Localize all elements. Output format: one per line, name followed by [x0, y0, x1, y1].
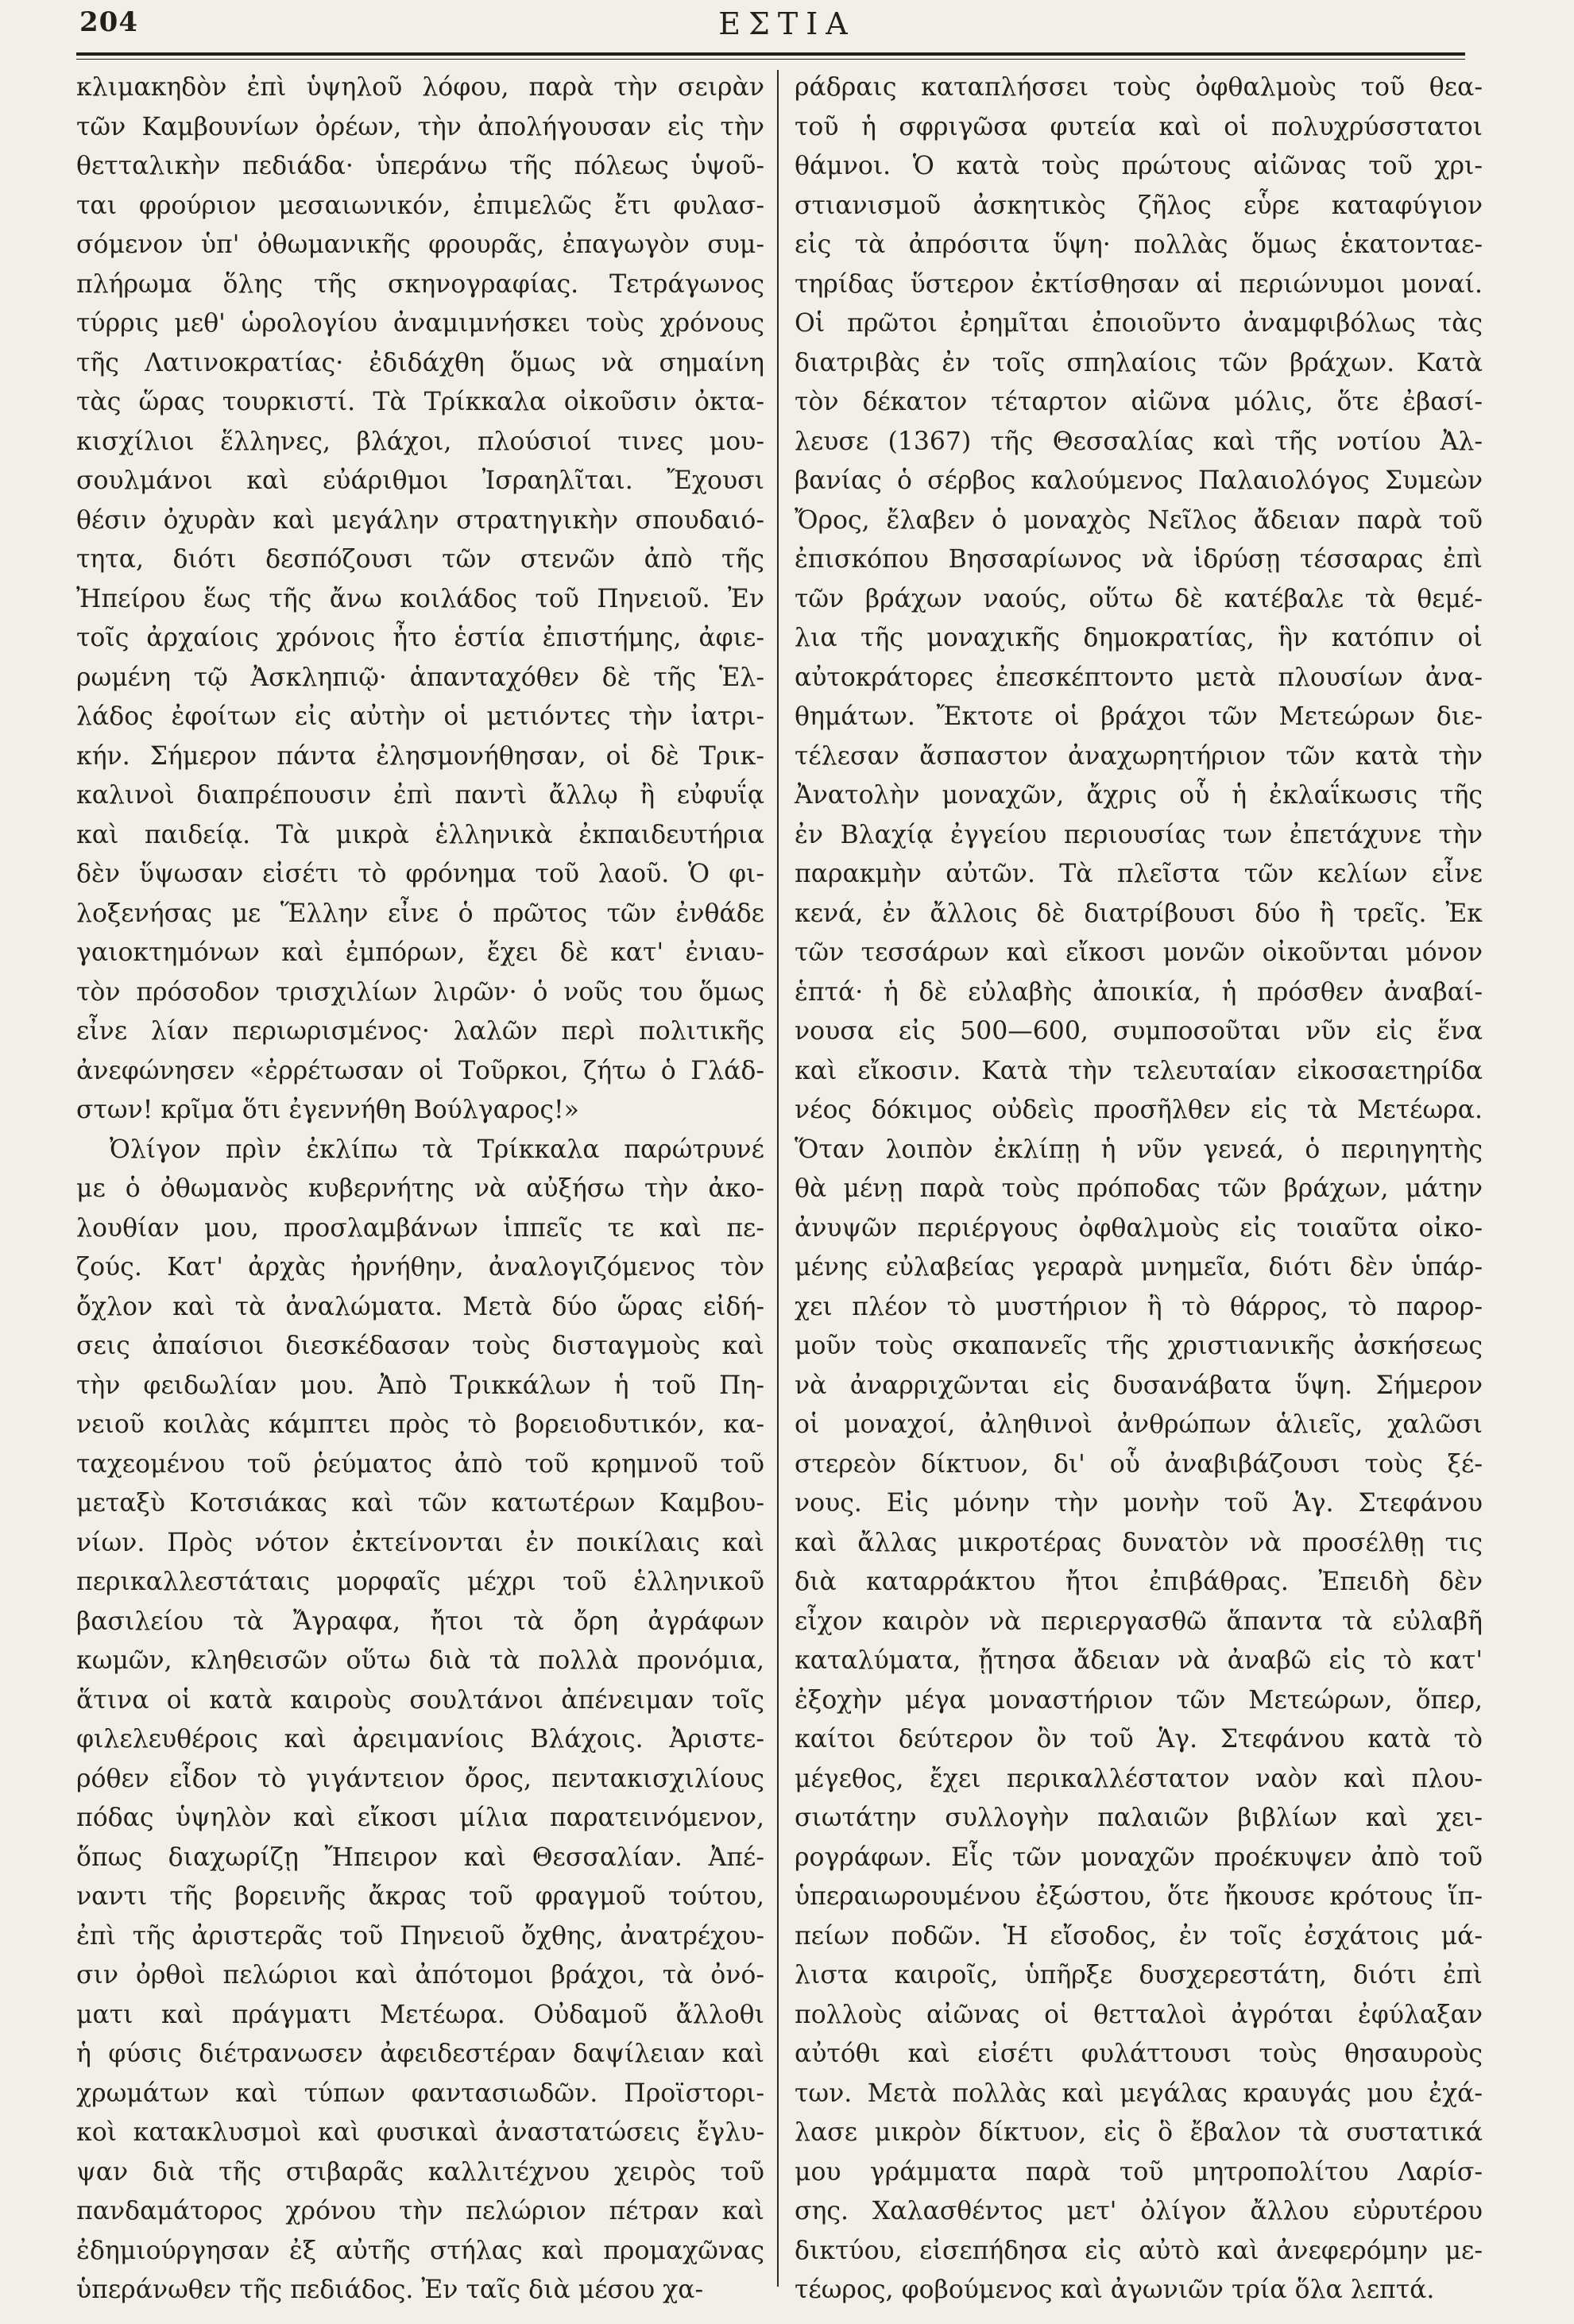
text-line: Ὀλίγον πρὶν ἐκλίπω τὰ Τρίκκαλα παρώτρυνέ	[110, 1135, 764, 1164]
text-line: κωμῶν, κληθεισῶν οὕτω διὰ τὰ πολλὰ προνόμια,	[76, 1646, 764, 1675]
paragraph	[76, 1131, 764, 2310]
text-line: σιν ὀρθοὶ πελώριοι καὶ ἀπότομοι βράχοι, τὰ ὀνό-	[76, 1961, 764, 1990]
text-line: Οἱ πρῶτοι ἐρημῖται ἐποιοῦντο ἀναμφιβόλως τὰς	[795, 309, 1483, 338]
right-column	[795, 68, 1483, 2310]
text-line: ὄχλον καὶ τὰ ἀναλώματα. Μετὰ δύο ὥρας εἰδή-	[76, 1292, 764, 1321]
text-line: τῶν Καμβουνίων ὀρέων, τὴν ἀπολήγουσαν εἰς τὴν	[76, 112, 764, 141]
text-line: Ὄρος, ἔλαβεν ὁ μοναχὸς Νεῖλος ἄδειαν παρὰ τοῦ	[795, 505, 1483, 535]
text-line: αὐτοκράτορες ἐπεσκέπτοντο μετὰ πλουσίων ἀνα-	[795, 663, 1483, 692]
text-line: τοῖς ἀρχαίοις χρόνοις ἦτο ἑστία ἐπιστήμης, ἀφιε-	[76, 624, 764, 652]
text-line: πανδαμάτορος χρόνου τὴν πελώριον πέτραν καὶ	[76, 2197, 764, 2225]
text-line: τῶν βράχων ναούς, οὕτω δὲ κατέβαλε τὰ θεμέ-	[795, 584, 1483, 613]
text-line: λοξενήσας με Ἕλλην εἶνε ὁ πρῶτος τῶν ἐνθάδε	[76, 899, 764, 928]
text-line: μέγεθος, ἔχει περικαλλέστατον ναὸν καὶ πλου-	[795, 1764, 1483, 1793]
text-line: δικτύου, εἰσεπήδησα εἰς αὐτὸ καὶ ἀνεφερόμην με-	[795, 2236, 1483, 2265]
text-line: καὶ ἄλλας μικροτέρας δυνατὸν νὰ προσέλθῃ τις	[795, 1528, 1483, 1557]
text-line: σεις ἀπαίσιοι διεσκέδασαν τοὺς δισταγμοὺς καὶ	[76, 1332, 764, 1360]
text-line: σουλμάνοι καὶ εὐάριθμοι Ἰσραηλῖται. Ἔχουσι	[76, 466, 764, 495]
text-line: πόδας ὑψηλὸν καὶ εἴκοσι μίλια παρατεινόμενον,	[76, 1804, 764, 1832]
column-divider	[777, 70, 779, 2287]
text-line: θημάτων. Ἔκτοτε οἱ βράχοι τῶν Μετεώρων διε-	[795, 702, 1483, 731]
text-line: τὴν φειδωλίαν μου. Ἀπὸ Τρικκάλων ἡ τοῦ Πη-	[76, 1371, 764, 1400]
text-line: τὰς ὥρας τουρκιστί. Τὰ Τρίκκαλα οἰκοῦσιν ὀκτα-	[76, 388, 764, 416]
text-line: καὶ παιδείᾳ. Τὰ μικρὰ ἑλληνικὰ ἐκπαιδευτήρια	[76, 820, 764, 849]
text-line: ἐν Βλαχίᾳ ἐγγείου περιουσίας των ἐπετάχυνε τὴν	[795, 820, 1483, 849]
text-line: κλιμακηδὸν ἐπὶ ὑψηλοῦ λόφου, παρὰ τὴν σειρὰν	[76, 73, 764, 102]
page-number: 204	[79, 6, 138, 38]
text-line: με ὁ ὀθωμανὸς κυβερνήτης νὰ αὐξήσω τὴν ἀκο-	[76, 1174, 764, 1203]
text-line: στων! κρῖμα ὅτι ἐγεννήθη Βούλγαρος!»	[76, 1096, 579, 1124]
left-column	[76, 68, 764, 2310]
text-line: αὐτόθι καὶ εἰσέτι φυλάττουσι τοὺς θησαυροὺς	[795, 2040, 1483, 2068]
text-line: ἡ φύσις διέτρανωσεν ἀφειδεστέραν δαψίλειαν καὶ	[76, 2040, 764, 2068]
text-line: θάμνοι. Ὁ κατὰ τοὺς πρώτους αἰῶνας τοῦ χρι-	[795, 152, 1483, 180]
text-line: κοὶ κατακλυσμοὶ καὶ φυσικαὶ ἀναστατώσεις ἔγλυ-	[76, 2118, 764, 2147]
text-line: καλινοὶ διαπρέπουσιν ἐπὶ παντὶ ἄλλῳ ἢ εὐφυΐᾳ	[76, 781, 764, 810]
text-line: γαιοκτημόνων καὶ ἐμπόρων, ἔχει δὲ κατ' ἐνιαυ-	[76, 938, 764, 967]
text-line: ψαν διὰ τῆς στιβαρᾶς καλλιτέχνου χειρὸς τοῦ	[76, 2157, 764, 2187]
text-line: σης. Χαλασθέντος μετ' ὀλίγον ἄλλου εὐρυτέρου	[795, 2197, 1483, 2225]
text-line: λιστα καιροῖς, ὑπῆρξε δυσχερεστάτη, διότι ἐπὶ	[795, 1961, 1483, 1990]
text-line: οἱ μοναχοί, ἀληθινοὶ ἀνθρώπων ἁλιεῖς, χαλῶσι	[795, 1410, 1483, 1439]
text-line: παρακμὴν αὐτῶν. Τὰ πλεῖστα τῶν κελίων εἶνε	[795, 860, 1483, 888]
text-line: μοῦν τοὺς σκαπανεῖς τῆς χριστιανικῆς ἀσκήσεως	[795, 1332, 1483, 1360]
text-line: λάδος ἐφοίτων εἰς αὐτὴν οἱ μετιόντες τὴν ἰατρι-	[76, 702, 764, 731]
text-line: νέος δόκιμος οὐδεὶς προσῆλθεν εἰς τὰ Μετέωρα.	[795, 1096, 1483, 1124]
text-line: τῆς Λατινοκρατίας· ἐδιδάχθη ὅμως νὰ σημαίνη	[76, 348, 764, 377]
text-line: Ἠπείρου ἕως τῆς ἄνω κοιλάδος τοῦ Πηνειοῦ. Ἐν	[76, 584, 764, 613]
paragraph	[76, 68, 764, 1131]
text-line: ρόθεν εἶδον τὸ γιγάντειον ὄρος, πεντακισχιλίους	[76, 1764, 764, 1793]
text-line: καταλύματα, ᾔτησα ἄδειαν νὰ ἀναβῶ εἰς τὸ κατ'	[795, 1646, 1483, 1675]
text-line: των. Μετὰ πολλὰς καὶ μεγάλας κραυγάς μου ἐχά-	[795, 2078, 1483, 2108]
text-line: ἅτινα οἱ κατὰ καιροὺς σουλτάνοι ἀπένειμαν τοῖς	[76, 1685, 764, 1715]
text-line: πολλοὺς αἰῶνας οἱ θετταλοὶ ἀγρόται ἐφύλαξαν	[795, 2000, 1483, 2029]
text-line: Ὅταν λοιπὸν ἐκλίπῃ ἡ νῦν γενεά, ὁ περιηγητὴς	[795, 1135, 1483, 1164]
header-rule-thin	[76, 59, 1465, 60]
text-line: τῶν τεσσάρων καὶ εἴκοσι μονῶν οἰκοῦνται μόνον	[795, 938, 1483, 967]
text-line: βασιλείου τὰ Ἄγραφα, ἤτοι τὰ ὄρη ἀγράφων	[76, 1607, 764, 1636]
text-line: δὲν ὕψωσαν εἰσέτι τὸ φρόνημα τοῦ λαοῦ. Ὁ φι-	[76, 860, 764, 888]
text-line: ται φρούριον μεσαιωνικόν, ἐπιμελῶς ἔτι φυλασ-	[76, 191, 764, 220]
text-line: τητα, διότι δεσπόζουσι τῶν στενῶν ἀπὸ τῆς	[76, 545, 764, 574]
text-line: νουσα εἰς 500—600, συμποσοῦται νῦν εἰς ἕνα	[795, 1017, 1483, 1046]
header-rule	[76, 52, 1465, 56]
text-line: τέλεσαν ἄσπαστον ἀναχωρητήριον τῶν κατὰ τὴν	[795, 741, 1483, 771]
text-line: ζούς. Κατ' ἀρχὰς ἠρνήθην, ἀναλογιζόμενος τὸν	[76, 1253, 764, 1282]
text-line: νὰ ἀναρριχῶνται εἰς δυσανάβατα ὕψη. Σήμερον	[795, 1371, 1483, 1400]
text-line: ὑπεράνωθεν τῆς πεδιάδος. Ἐν ταῖς διὰ μέσου χα-	[76, 2276, 704, 2304]
text-line: καὶ εἴκοσιν. Κατὰ τὴν τελευταίαν εἰκοσαετηρίδα	[795, 1056, 1483, 1085]
text-line: τηρίδας ὕστερον ἐκτίσθησαν αἱ περιώνυμοι μοναί.	[795, 269, 1483, 299]
text-line: στερεὸν δίκτυον, δι' οὗ ἀναβιβάζουσι τοὺς ξέ-	[795, 1449, 1483, 1479]
text-line: ταχεομένου τοῦ ῥεύματος ἀπὸ τοῦ κρημνοῦ τοῦ	[76, 1449, 764, 1479]
text-line: χει πλέον τὸ μυστήριον ἢ τὸ θάρρος, τὸ παρορ-	[795, 1292, 1483, 1321]
text-line: λουθίαν μου, προσλαμβάνων ἱππεῖς τε καὶ πε-	[76, 1213, 764, 1243]
text-line: χρωμάτων καὶ τύπων φαντασιωδῶν. Προϊστορι-	[76, 2078, 764, 2108]
text-line: ματι καὶ πράγματι Μετέωρα. Οὐδαμοῦ ἄλλοθι	[76, 2000, 764, 2029]
text-line: ρογράφων. Εἷς τῶν μοναχῶν προέκυψεν ἀπὸ τοῦ	[795, 1843, 1483, 1872]
paragraph	[795, 68, 1483, 2310]
text-line: σόμενον ὑπ' ὀθωμανικῆς φρουρᾶς, ἐπαγωγὸν συμ-	[76, 230, 764, 259]
text-line: λευσε (1367) τῆς Θεσσαλίας καὶ τῆς νοτίου Ἀλ-	[795, 427, 1483, 456]
text-line: Ἀνατολὴν μοναχῶν, ἄχρις οὗ ἡ ἐκλαΐκωσις τῆς	[795, 781, 1483, 810]
text-line: διὰ καταρράκτου ἤτοι ἐπιβάθρας. Ἐπειδὴ δὲν	[795, 1568, 1483, 1596]
text-line: θετταλικὴν πεδιάδα· ὑπεράνω τῆς πόλεως ὑψοῦ-	[76, 152, 764, 180]
text-line: ἀνεφώνησεν «ἐρρέτωσαν οἱ Τοῦρκοι, ζήτω ὁ Γλάδ-	[76, 1056, 764, 1085]
text-line: νειοῦ κοιλὰς κάμπτει πρὸς τὸ βορειοδυτικόν, κα-	[76, 1410, 764, 1439]
text-line: ἀνυψῶν περιέργους ὀφθαλμοὺς εἰς τοιαῦτα οἰκο-	[795, 1213, 1483, 1243]
text-line: ρωμένη τῷ Ἀσκληπιῷ· ἁπανταχόθεν δὲ τῆς Ἑλ-	[76, 663, 764, 692]
text-line: στιανισμοῦ ἀσκητικὸς ζῆλος εὗρε καταφύγιον	[795, 191, 1483, 220]
text-line: ἐξοχὴν μέγα μοναστήριον τῶν Μετεώρων, ὅπερ,	[795, 1685, 1483, 1715]
text-line: θέσιν ὀχυρὰν καὶ μεγάλην στρατηγικὴν σπουδαιό-	[76, 505, 764, 535]
text-line: κήν. Σήμερον πάντα ἐλησμονήθησαν, οἱ δὲ Τρικ-	[76, 741, 764, 771]
text-line: κενά, ἐν ἄλλοις δὲ διατρίβουσι δύο ἢ τρεῖς. Ἐκ	[795, 899, 1483, 928]
text-line: μου γράμματα παρὰ τοῦ μητροπολίτου Λαρίσ-	[795, 2157, 1483, 2187]
text-line: λασε μικρὸν δίκτυον, εἰς ὃ ἔβαλον τὰ συστατικά	[795, 2118, 1483, 2147]
text-line: μένης εὐλαβείας γεραρὰ μνημεῖα, διότι δὲν ὑπάρ-	[795, 1253, 1483, 1282]
text-line: εἶχον καιρὸν νὰ περιεργασθῶ ἅπαντα τὰ εὐλαβῆ	[795, 1607, 1483, 1636]
text-line: ὑπεραιωρουμένου ἐξώστου, ὅτε ἤκουσε κρότους ἵπ-	[795, 1882, 1483, 1911]
text-line: σιωτάτην συλλογὴν παλαιῶν βιβλίων καὶ χει-	[795, 1804, 1483, 1832]
text-line: κισχίλιοι ἕλληνες, βλάχοι, πλούσιοί τινες μου-	[76, 427, 764, 456]
text-line: θὰ μένῃ παρὰ τοὺς πρόποδας τῶν βράχων, μάτην	[795, 1174, 1483, 1203]
text-line: εἶνε λίαν περιωρισμένος· λαλῶν περὶ πολιτικῆς	[76, 1017, 764, 1046]
text-line: πλήρωμα ὅλης τῆς σκηνογραφίας. Τετράγωνος	[76, 269, 764, 299]
text-line: ἐδημιούργησαν ἐξ αὐτῆς στήλας καὶ προμαχῶνας	[76, 2236, 764, 2265]
running-title: ΕΣΤΙΑ	[718, 6, 856, 41]
text-line: ἑπτά· ἡ δὲ εὐλαβὴς ἀποικία, ἡ πρόσθεν ἀναβαί-	[795, 977, 1483, 1007]
text-line: νους. Εἰς μόνην τὴν μονὴν τοῦ Ἁγ. Στεφάνου	[795, 1489, 1483, 1518]
text-line: νίων. Πρὸς νότον ἐκτείνονται ἐν ποικίλαις καὶ	[76, 1528, 764, 1557]
text-line: τὸν πρόσοδον τρισχιλίων λιρῶν· ὁ νοῦς του ὅμως	[76, 977, 764, 1007]
text-line: ὅπως διαχωρίζῃ Ἤπειρον καὶ Θεσσαλίαν. Ἀπέ-	[76, 1843, 764, 1872]
text-line: τὸν δέκατον τέταρτον αἰῶνα μόλις, ὅτε ἐβασί-	[795, 388, 1483, 416]
text-line: ἐπὶ τῆς ἀριστερᾶς τοῦ Πηνειοῦ ὄχθης, ἀνατρέχου-	[76, 1921, 764, 1951]
text-line: φιλελευθέροις καὶ ἀρειμανίοις Βλάχοις. Ἀριστε-	[76, 1725, 764, 1754]
text-line: ναντι τῆς βορεινῆς ἄκρας τοῦ φραγμοῦ τούτου,	[76, 1882, 764, 1911]
text-line: βανίας ὁ σέρβος καλούμενος Παλαιολόγος Συμεὼν	[795, 466, 1483, 495]
text-line: καίτοι δεύτερον ὂν τοῦ Ἁγ. Στεφάνου κατὰ τὸ	[795, 1725, 1483, 1754]
text-line: περικαλλεστάταις μορφαῖς μέχρι τοῦ ἑλληνικοῦ	[76, 1568, 764, 1596]
text-line: μεταξὺ Κοτσιάκας καὶ τῶν κατωτέρων Καμβου-	[76, 1489, 764, 1518]
text-line: πείων ποδῶν. Ἡ εἴσοδος, ἐν τοῖς ἐσχάτοις μά-	[795, 1921, 1483, 1951]
text-line: λια τῆς μοναχικῆς δημοκρατίας, ἣν κατόπιν οἱ	[795, 624, 1483, 652]
text-line: τέωρος, φοβούμενος καὶ ἀγωνιῶν τρία ὅλα λεπτά.	[795, 2276, 1435, 2304]
text-line: διατριβὰς ἐν τοῖς σπηλαίοις τῶν βράχων. Κατὰ	[795, 348, 1483, 377]
text-line: ἐπισκόπου Βησσαρίωνος νὰ ἱδρύσῃ τέσσαρας ἐπὶ	[795, 545, 1483, 574]
text-line: εἰς τὰ ἀπρόσιτα ὕψη· πολλὰς ὅμως ἑκατονταε-	[795, 230, 1483, 259]
text-line: ράδραις καταπλήσσει τοὺς ὀφθαλμοὺς τοῦ θεα-	[795, 73, 1483, 102]
text-line: τύρρις μεθ' ὡρολογίου ἀναμιμνήσκει τοὺς χρόνους	[76, 309, 764, 338]
text-line: τοῦ ἡ σφριγῶσα φυτεία καὶ οἱ πολυχρύσστατοι	[795, 112, 1483, 141]
